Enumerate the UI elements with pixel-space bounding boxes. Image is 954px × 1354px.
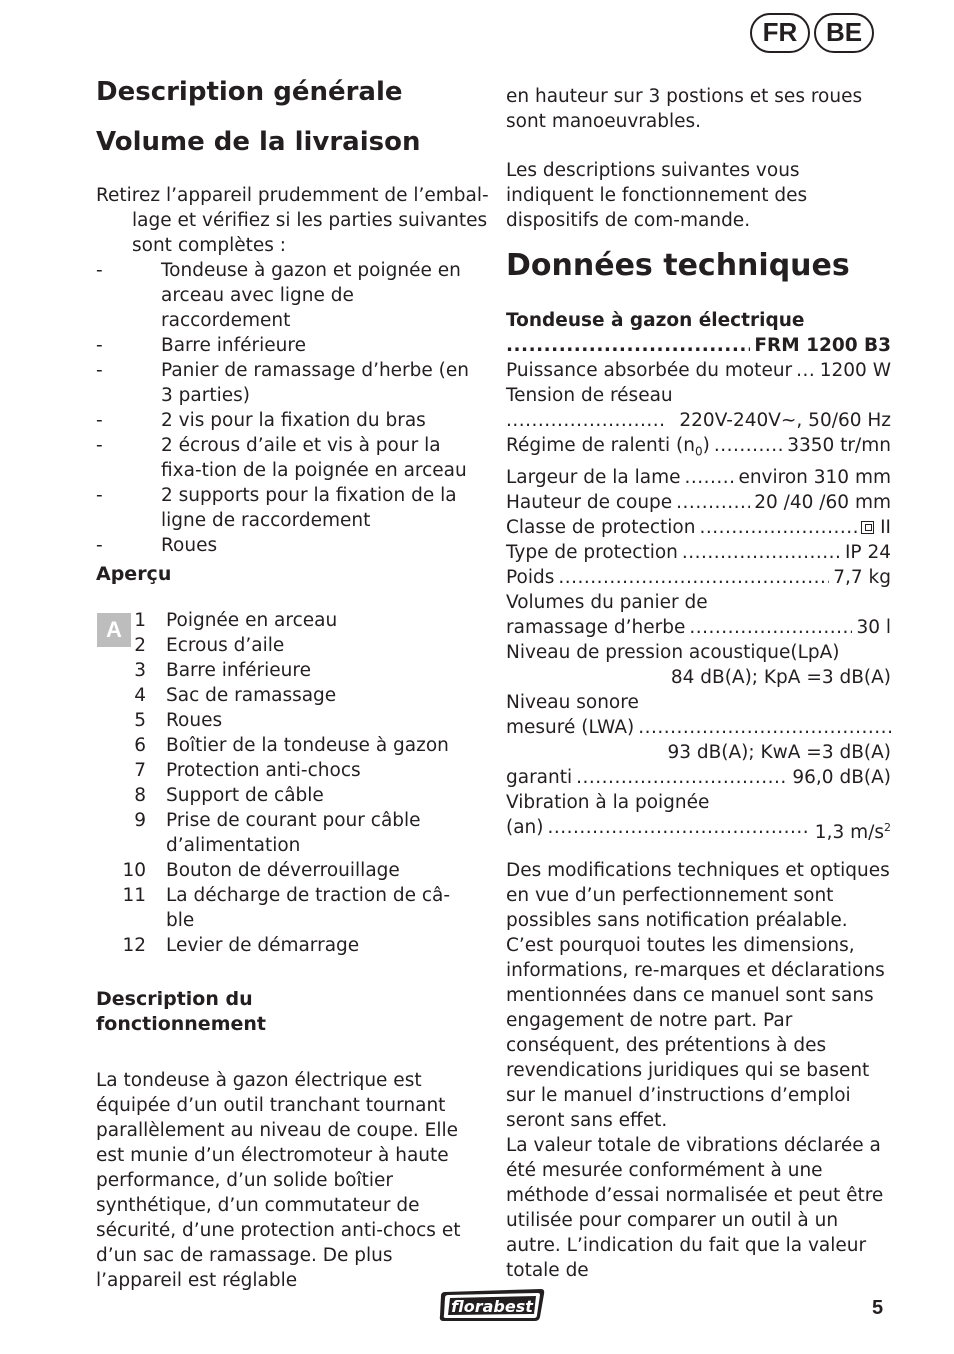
spec-label-close: ) — [702, 435, 710, 456]
spec-model-row — [506, 333, 891, 358]
spec-row — [506, 665, 891, 690]
spec-row — [506, 515, 891, 540]
list-item — [96, 433, 481, 483]
spec-value-text: 1,3 m/s — [814, 821, 884, 843]
part-number: 10 — [122, 860, 146, 881]
florabest-logo — [437, 1286, 547, 1324]
list-item-text: Tondeuse à gazon et poignée en arceau avec ligne de raccordement — [161, 260, 461, 331]
spec-row — [506, 790, 891, 815]
leader-dots — [576, 765, 788, 790]
part-label: Protection anti-chocs — [166, 760, 361, 781]
spec-title-text: Tondeuse à gazon électrique — [506, 310, 805, 331]
leader-dots — [699, 515, 859, 540]
spec-label: Niveau de pression acoustique(LpA) — [506, 641, 840, 663]
part-number: 3 — [134, 660, 146, 681]
spec-value: 1200 W — [819, 360, 891, 381]
spec-row — [506, 408, 891, 433]
spec-value: IP 24 — [844, 541, 891, 563]
list-item-text: Roues — [161, 535, 218, 556]
part-label: Bouton de déverrouillage — [166, 860, 400, 881]
spec-value: 20 /40 /60 mm — [754, 491, 891, 513]
figure-a-label: A — [97, 613, 131, 647]
list-item — [96, 358, 481, 408]
spec-label: Largeur de la lame — [506, 466, 681, 488]
list-item — [76, 708, 451, 733]
spec-value-superscript: 2 — [884, 820, 891, 834]
spec-row — [506, 433, 891, 465]
spec-label: ramassage d’herbe — [506, 616, 686, 638]
heading-description-fonctionnement: Description du fonctionnement — [96, 988, 266, 1035]
list-item — [76, 808, 451, 858]
spec-label: Tension de réseau — [506, 385, 673, 406]
list-item — [76, 858, 451, 883]
spec-row — [506, 383, 891, 408]
list-item-text: 2 vis pour la fixation du bras — [161, 410, 426, 431]
spec-value: 220V-240V~, 50/60 Hz — [679, 410, 891, 431]
controls-description-paragraph: Les descriptions suivantes vous indiquent le fonctionnement des dispositifs de com-mande. — [506, 160, 808, 231]
page-number: 5 — [872, 1297, 884, 1319]
leader-dots — [558, 565, 829, 590]
spec-row — [506, 815, 891, 845]
spec-value: 84 dB(A); KpA =3 dB(A) — [670, 666, 891, 688]
heading-description-generale: Description générale — [96, 77, 403, 107]
language-badge-be: BE — [814, 13, 874, 53]
double-insulation-icon — [861, 521, 874, 534]
leader-dots — [506, 333, 750, 358]
part-label: Boîtier de la tondeuse à gazon — [166, 735, 449, 756]
list-item — [96, 408, 481, 433]
part-number: 5 — [134, 710, 146, 731]
spec-row — [506, 615, 891, 640]
spec-value: 3350 tr/mn — [787, 435, 891, 456]
spec-row — [506, 465, 891, 490]
list-dash: - — [96, 360, 103, 381]
list-item-text: 2 supports pour la fixation de la ligne de raccordement — [161, 485, 457, 531]
spec-label: garanti — [506, 766, 573, 788]
spec-value: 96,0 dB(A) — [792, 766, 891, 788]
spec-row — [506, 765, 891, 790]
spec-label — [506, 433, 710, 465]
spec-value: II — [880, 516, 891, 538]
list-item — [96, 533, 481, 558]
leader-dots — [682, 540, 841, 565]
spec-value — [815, 815, 891, 845]
list-dash: - — [96, 260, 103, 281]
spec-label: Hauteur de coupe — [506, 491, 673, 513]
spec-row — [506, 590, 891, 615]
list-item — [96, 483, 481, 533]
spec-label: Vibration à la poignée — [506, 791, 710, 813]
spec-label: mesuré (LWA) — [506, 716, 635, 738]
part-number: 8 — [134, 785, 146, 806]
list-item — [96, 333, 481, 358]
heading-donnees-techniques: Données techniques — [506, 248, 850, 283]
heading-apercu: Aperçu — [96, 563, 172, 585]
part-label: Levier de démarrage — [166, 935, 360, 956]
part-label: Poignée en arceau — [166, 610, 338, 631]
list-dash: - — [96, 335, 103, 356]
spec-value: environ 310 mm — [738, 466, 891, 488]
spec-model: FRM 1200 B3 — [754, 335, 891, 356]
spec-row — [506, 565, 891, 590]
spec-label: Niveau sonore — [506, 691, 639, 713]
leader-dots — [685, 465, 735, 490]
list-item-text: Barre inférieure — [161, 335, 306, 356]
part-number: 2 — [134, 635, 146, 656]
delivery-intro: Retirez l’appareil prudemment de l’embal-lage et vérifiez si les parties suivantes sont complètes : — [96, 185, 489, 256]
part-label: Barre inférieure — [166, 660, 311, 681]
spec-label: Poids — [506, 566, 555, 588]
spec-value: 93 dB(A); KwA =3 dB(A) — [667, 741, 891, 763]
spec-row — [506, 358, 891, 383]
list-item-text: 2 écrous d’aile et vis à pour la fixa-tion de la poignée en arceau — [161, 435, 467, 481]
spec-label-subscript: 0 — [694, 444, 703, 459]
part-label: Ecrous d’aile — [166, 635, 285, 656]
part-number: 1 — [134, 610, 146, 631]
spec-label: Volumes du panier de — [506, 591, 708, 613]
list-item — [76, 633, 451, 658]
leader-dots — [689, 615, 852, 640]
fonction-paragraph: La tondeuse à gazon électrique est équipée d’un outil tranchant tournant parallèlement au niveau de coupe. Elle est munie d’un électromoteur à haute performance, d’un solide boîtier synthétique, d’un commutateur de sécurité, d’une protection anti-chocs et d’un sac de ramassage. De plus l’appareil est réglable — [96, 1070, 461, 1291]
leader-dots — [676, 490, 750, 515]
list-item — [76, 883, 451, 933]
part-number: 11 — [122, 885, 146, 906]
list-item — [76, 733, 451, 758]
spec-row — [506, 540, 891, 565]
spec-row — [506, 715, 891, 740]
spec-value: 30 l — [856, 616, 891, 638]
spec-table — [506, 308, 891, 845]
spec-label: Puissance absorbée du moteur — [506, 360, 793, 381]
part-number: 4 — [134, 685, 146, 706]
list-item — [96, 258, 481, 333]
modifications-paragraph: Des modifications techniques et optiques en vue d’un perfectionnement sont possibles sans notification préalable. C’est pourquoi toutes les dimensions, informations, re-marques et déclarations mentionnées dans ce manuel sont sans engagement de notre part. Par conséquent, des prétentions à des revendications juridiques qui se basent sur le manuel d’instructions d’emploi seront sans effet. — [506, 860, 890, 1131]
parts-list — [76, 608, 451, 958]
part-label: Support de câble — [166, 785, 324, 806]
language-badges — [750, 13, 874, 53]
part-label: Prise de courant pour câble d’alimentation — [166, 810, 421, 856]
list-item — [76, 683, 451, 708]
part-number: 6 — [134, 735, 146, 756]
part-number: 9 — [134, 810, 146, 831]
spec-label: Type de protection — [506, 541, 678, 563]
heading-volume-livraison: Volume de la livraison — [96, 127, 421, 157]
list-dash: - — [96, 485, 103, 506]
language-badge-fr: FR — [750, 13, 810, 53]
list-dash: - — [96, 435, 103, 456]
leader-dots — [638, 715, 891, 740]
list-item — [76, 758, 451, 783]
leader-dots — [548, 815, 811, 845]
spec-row — [506, 690, 891, 715]
spec-title — [506, 308, 891, 333]
part-label: Roues — [166, 710, 223, 731]
spec-value: 7,7 kg — [833, 566, 891, 588]
spec-row — [506, 490, 891, 515]
list-item — [76, 783, 451, 808]
part-number: 7 — [134, 760, 146, 781]
continuation-paragraph: en hauteur sur 3 postions et ses roues sont manoeuvrables. — [506, 86, 863, 132]
list-item — [76, 658, 451, 683]
list-dash: - — [96, 410, 103, 431]
spec-label: Classe de protection — [506, 516, 696, 538]
list-item-text: Panier de ramassage d’herbe (en 3 parties) — [161, 360, 469, 406]
leader-dots — [796, 358, 816, 383]
part-label: La décharge de traction de câ-ble — [166, 885, 451, 931]
list-item — [76, 608, 451, 633]
part-label: Sac de ramassage — [166, 685, 337, 706]
leader-dots — [714, 433, 783, 465]
logo-text: florabest — [451, 1297, 533, 1316]
list-item — [76, 933, 451, 958]
florabest-logo-graphic — [437, 1286, 547, 1324]
leader-dots — [506, 408, 665, 433]
spec-label-text: Régime de ralenti (n — [506, 435, 695, 456]
spec-label: (an) — [506, 816, 544, 838]
spec-row — [506, 740, 891, 765]
spec-row — [506, 640, 891, 665]
delivery-list — [96, 258, 481, 558]
part-number: 12 — [122, 935, 146, 956]
vibration-paragraph: La valeur totale de vibrations déclarée a été mesurée conformément à une méthode d’essai normalisée et peut être utilisée pour comparer un outil à un autre. L’indication du fait que la valeur totale de — [506, 1135, 884, 1281]
list-dash: - — [96, 535, 103, 556]
